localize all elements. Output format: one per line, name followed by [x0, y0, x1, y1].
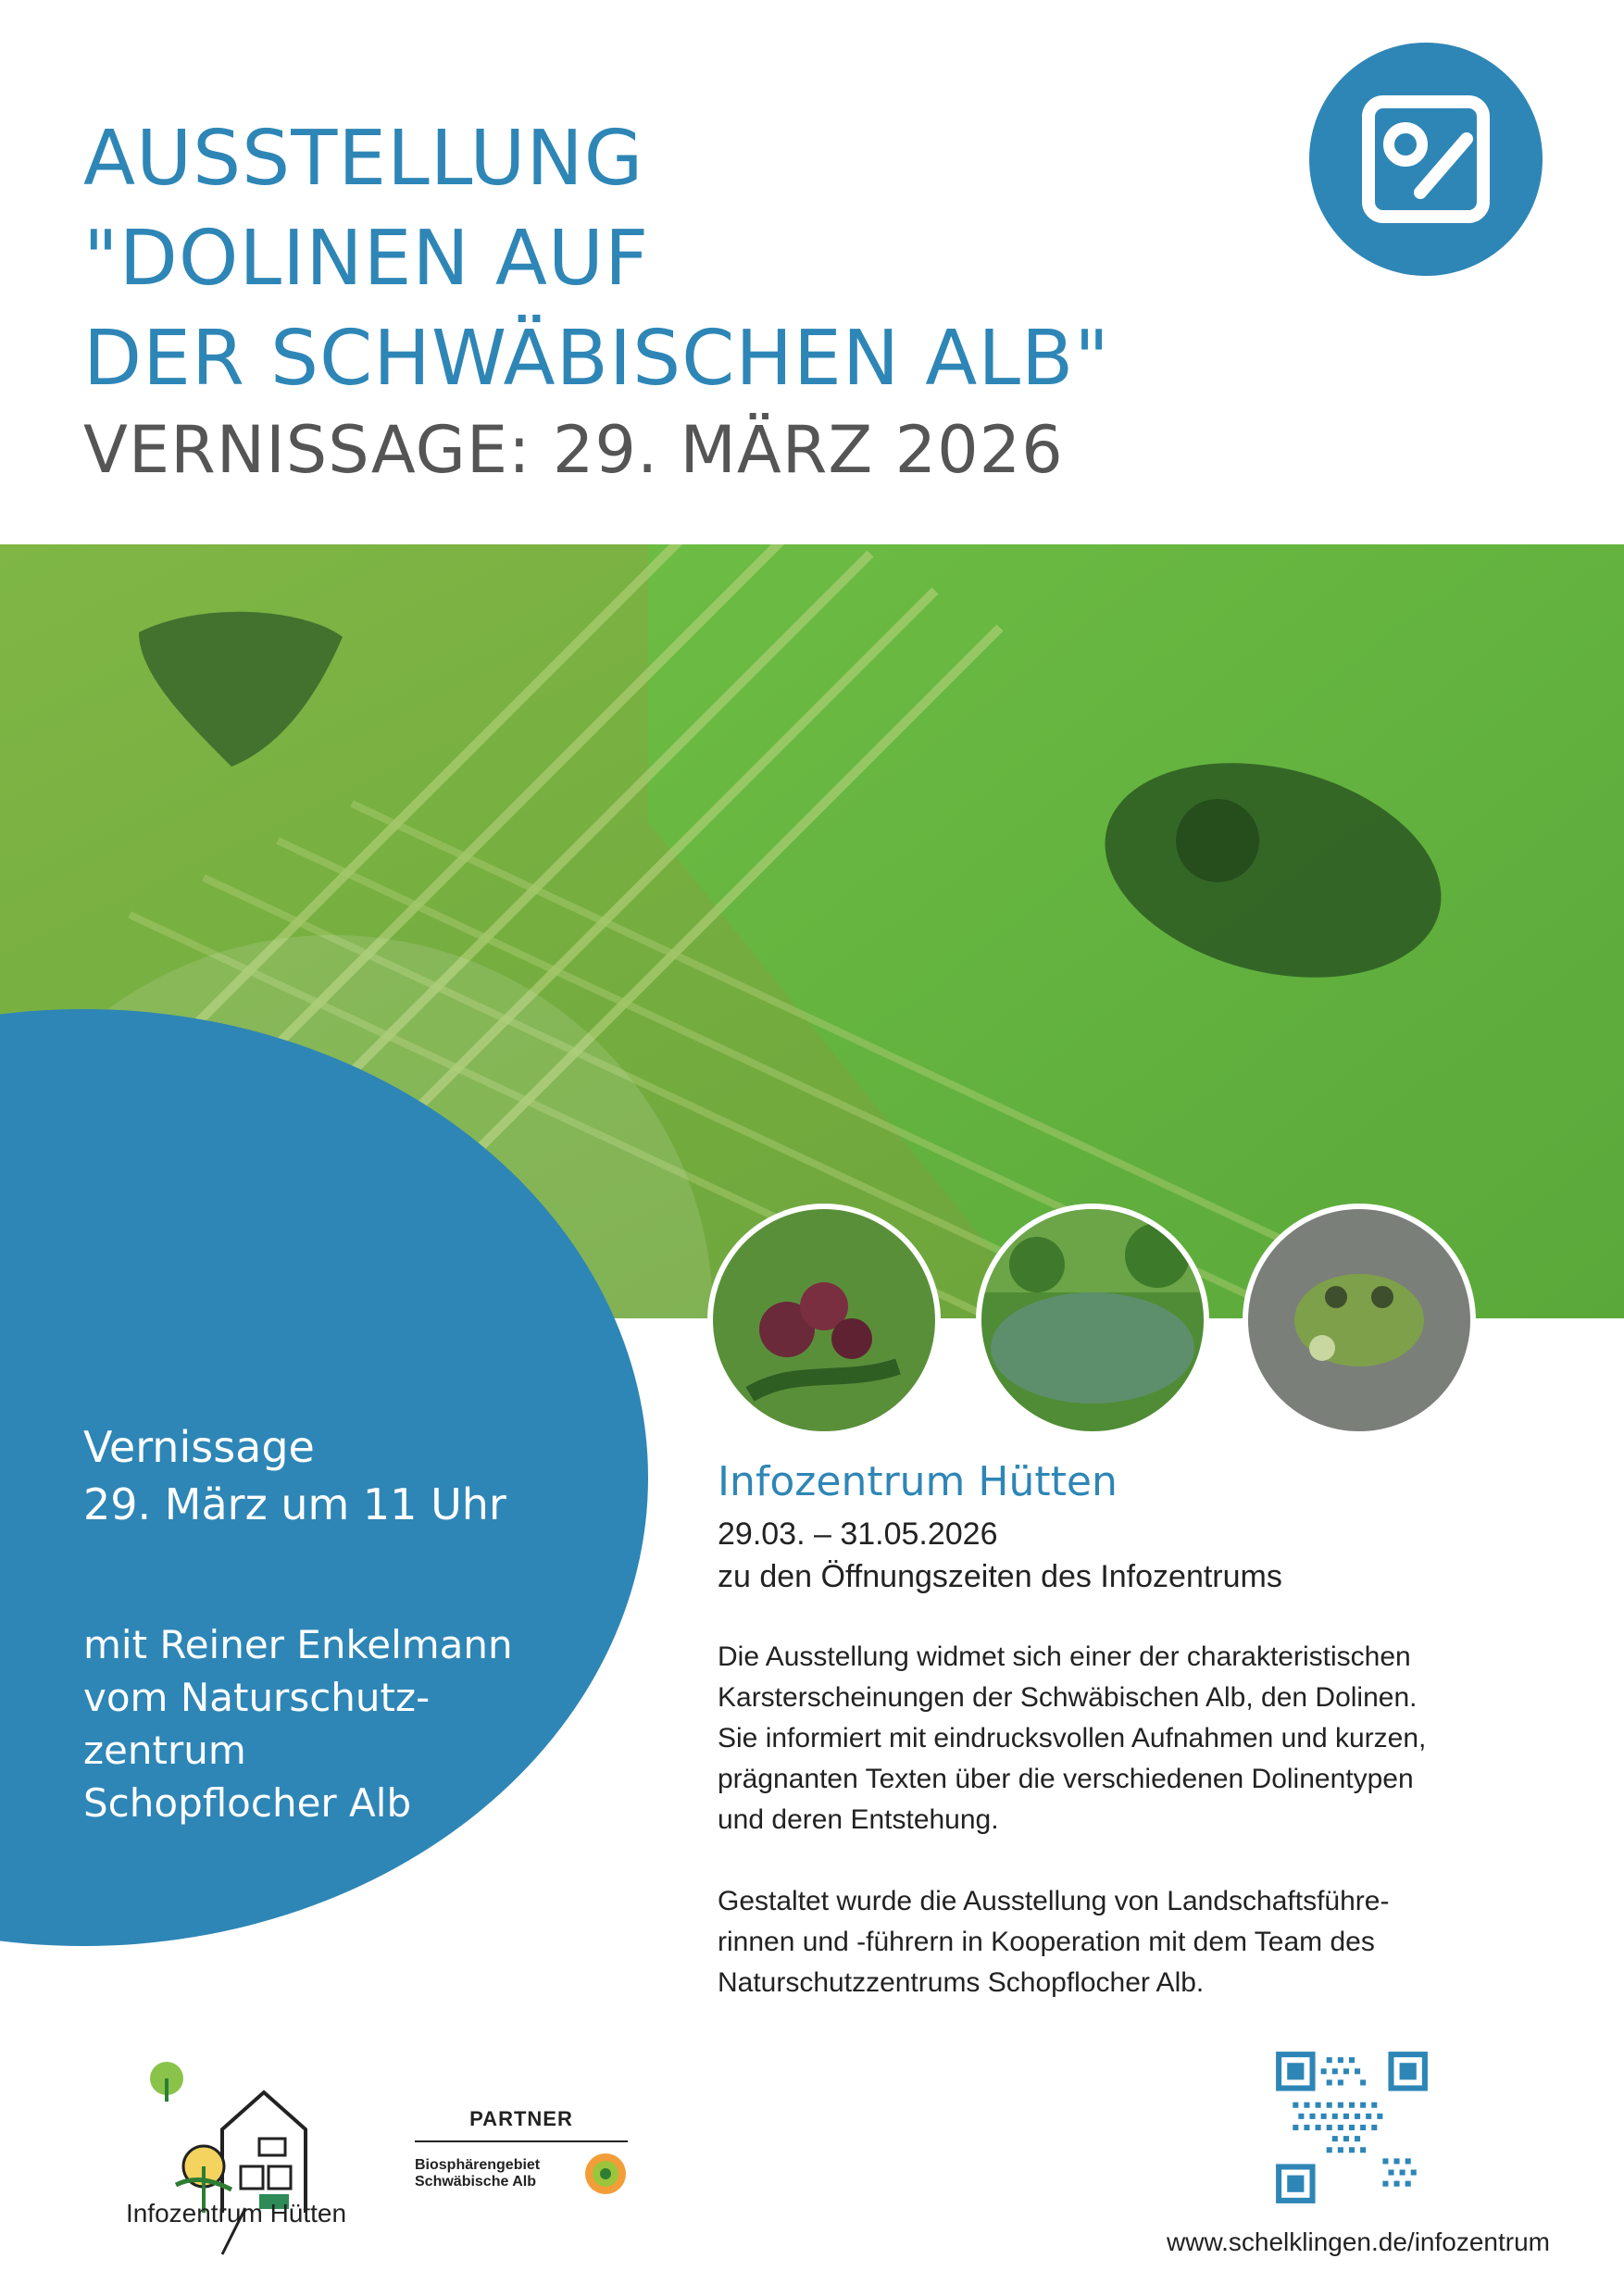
speaker-line-4: Schopflocher Alb	[83, 1780, 412, 1826]
biosphere-line-2: Schwäbische Alb	[415, 2174, 536, 2190]
qr-code-icon	[1270, 2046, 1433, 2209]
speaker-line-2: vom Naturschutz-	[83, 1675, 431, 1720]
website-url[interactable]: www.schelklingen.de/infozentrum	[1167, 2227, 1550, 2256]
pond-photo	[981, 1209, 1204, 1431]
desc2-line-1: Gestaltet wurde die Ausstellung von Landschaftsführe-	[718, 1886, 1390, 1916]
description-paragraph-2	[718, 1881, 1551, 2003]
title-line-1: AUSSTELLUNG	[83, 115, 644, 203]
desc1-line-3: Sie informiert mit eindrucksvollen Aufnahmen und kurzen,	[718, 1723, 1427, 1753]
title-line-2: "DOLINEN AUF	[83, 215, 650, 303]
exhibition-dates: 29.03. – 31.05.2026	[718, 1516, 998, 1552]
frog-photo	[1248, 1209, 1470, 1431]
desc2-line-2: rinnen und -führern in Kooperation mit dem Team des	[718, 1927, 1375, 1957]
infozentrum-caption: Infozentrum Hütten	[125, 2199, 347, 2227]
desc2-line-3: Naturschutzzentrums Schopflocher Alb.	[718, 1967, 1205, 1998]
desc1-line-5: und deren Entstehung.	[718, 1804, 999, 1835]
opening-hours-note: zu den Öffnungszeiten des Infozentrums	[718, 1559, 1282, 1594]
flower-photo	[713, 1209, 935, 1431]
vernissage-date: 29. März um 11 Uhr	[83, 1479, 506, 1529]
biosphere-line-1: Biosphärengebiet	[415, 2157, 541, 2173]
percent-badge-icon	[1309, 43, 1543, 276]
partner-label: PARTNER	[469, 2107, 573, 2130]
partner-block	[415, 2107, 628, 2196]
biosphere-logo	[415, 2152, 628, 2196]
speaker-line-1: mit Reiner Enkelmann	[83, 1622, 513, 1667]
desc1-line-4: prägnanten Texten über die verschiedenen Dolinentypen	[718, 1764, 1414, 1794]
title-line-3: DER SCHWÄBISCHEN ALB"	[83, 315, 1111, 403]
description-paragraph-1	[718, 1637, 1551, 1841]
infozentrum-logo	[111, 2018, 352, 2259]
event-text	[83, 1418, 639, 1829]
page-title	[83, 109, 1287, 409]
biosphere-circle-icon	[583, 2152, 628, 2196]
desc1-line-1: Die Ausstellung widmet sich einer der charakteristischen	[718, 1641, 1411, 1672]
desc1-line-2: Karsterscheinungen der Schwäbischen Alb, den Dolinen.	[718, 1682, 1418, 1713]
biosphere-text	[415, 2157, 540, 2190]
partner-divider	[415, 2140, 628, 2142]
info-column	[718, 1457, 1551, 2003]
spacer	[83, 1533, 639, 1618]
speaker-line-3: zentrum	[83, 1728, 246, 1773]
emblem-badge	[1309, 43, 1543, 276]
subtitle: VERNISSAGE: 29. MÄRZ 2026	[83, 412, 1064, 488]
vernissage-heading: Vernissage	[83, 1422, 315, 1472]
venue-title: Infozentrum Hütten	[718, 1458, 1118, 1505]
qr-code[interactable]	[1270, 2046, 1433, 2209]
